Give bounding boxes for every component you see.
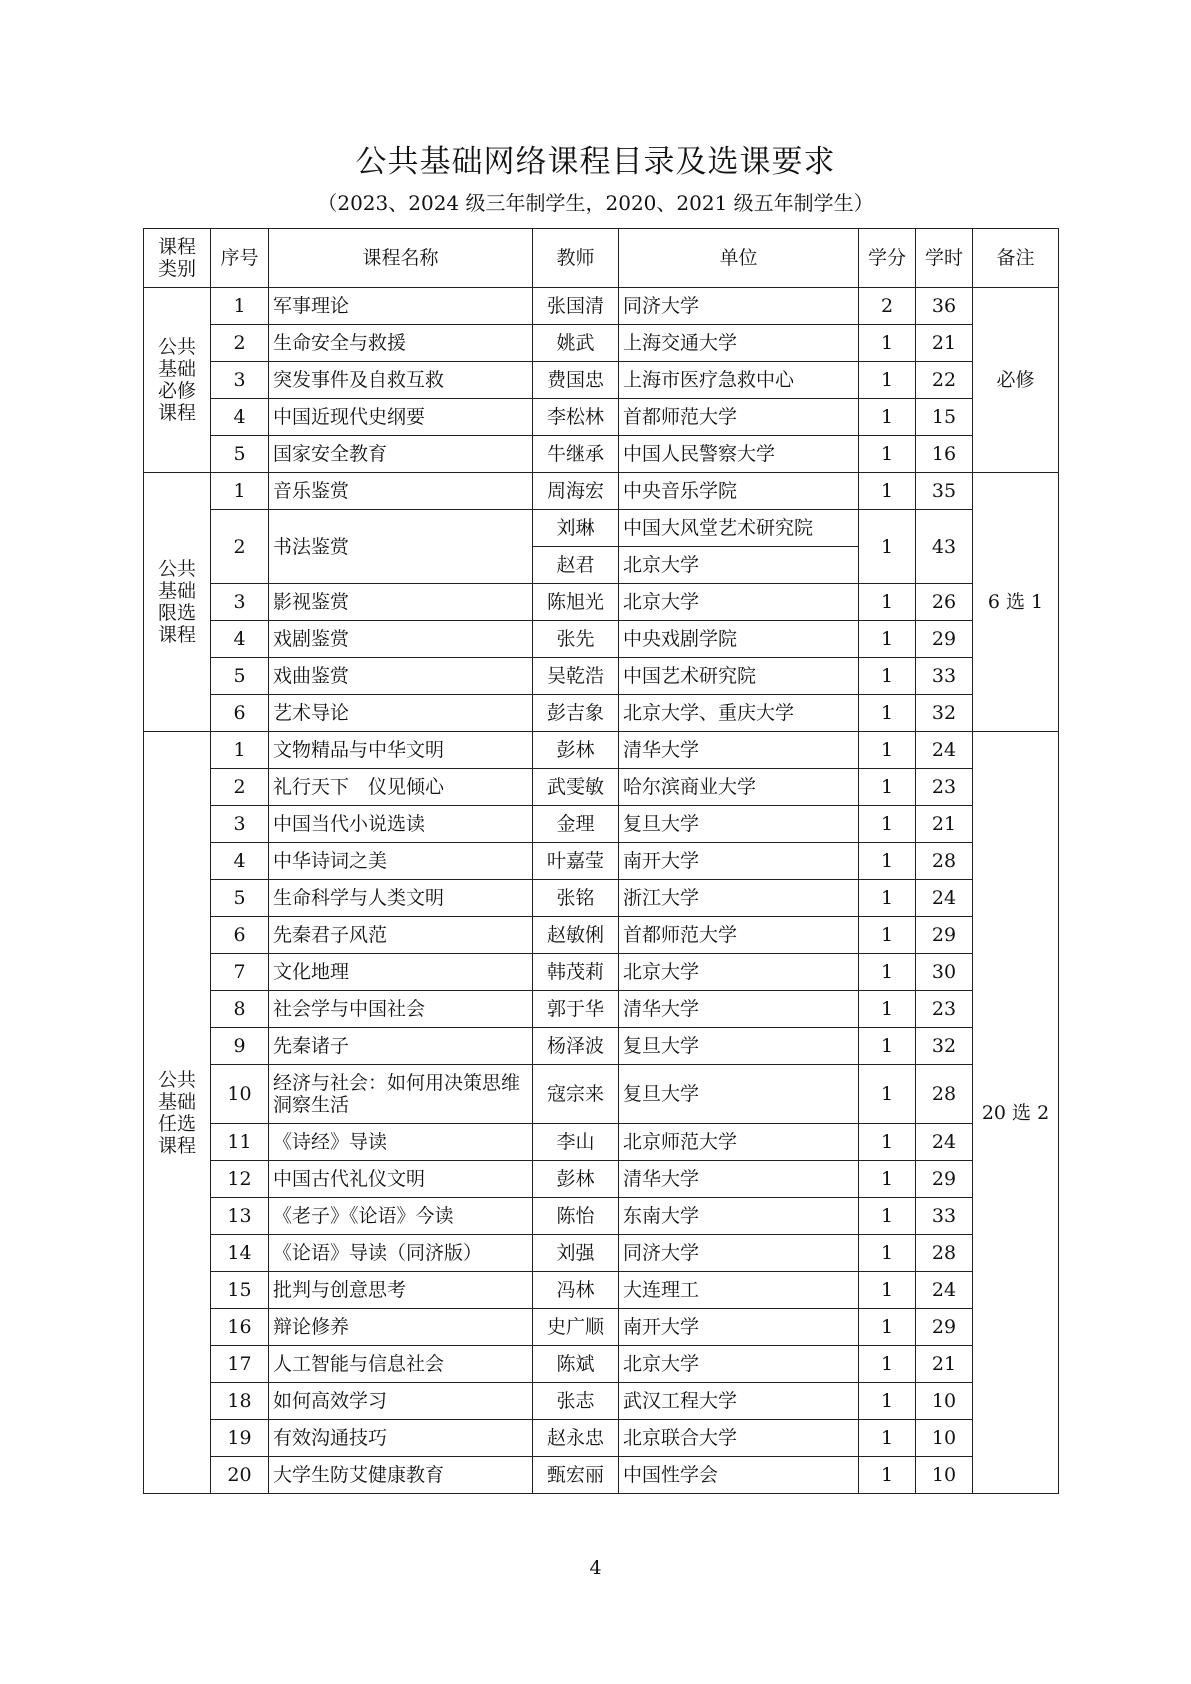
course-credit: 1	[859, 1198, 916, 1235]
course-unit: 北京大学	[619, 584, 859, 621]
course-unit: 北京联合大学	[619, 1420, 859, 1457]
course-teacher: 彭林	[533, 732, 619, 769]
course-credit: 1	[859, 880, 916, 917]
course-hours: 10	[916, 1457, 973, 1494]
course-index: 14	[211, 1235, 269, 1272]
course-name: 文化地理	[269, 954, 533, 991]
course-teacher: 李山	[533, 1124, 619, 1161]
course-unit: 复旦大学	[619, 806, 859, 843]
course-unit: 上海交通大学	[619, 325, 859, 362]
course-hours: 22	[916, 362, 973, 399]
course-index: 1	[211, 732, 269, 769]
course-hours: 33	[916, 658, 973, 695]
course-credit: 1	[859, 436, 916, 473]
course-index: 17	[211, 1346, 269, 1383]
table-row	[144, 1065, 1059, 1124]
course-name: 先秦诸子	[269, 1028, 533, 1065]
table-row	[144, 584, 1059, 621]
table-row	[144, 1383, 1059, 1420]
table-row	[144, 510, 1059, 547]
table-row	[144, 1235, 1059, 1272]
course-hours: 23	[916, 991, 973, 1028]
course-name: 经济与社会：如何用决策思维洞察生活	[269, 1065, 533, 1124]
course-credit: 1	[859, 991, 916, 1028]
course-unit: 中国艺术研究院	[619, 658, 859, 695]
course-index: 9	[211, 1028, 269, 1065]
header-category: 课程 类别	[144, 229, 211, 288]
course-hours: 43	[916, 510, 973, 584]
course-credit: 1	[859, 1420, 916, 1457]
course-index: 12	[211, 1161, 269, 1198]
course-teacher: 牛继承	[533, 436, 619, 473]
course-teacher: 冯林	[533, 1272, 619, 1309]
course-hours: 29	[916, 917, 973, 954]
course-teacher: 陈斌	[533, 1346, 619, 1383]
course-name: 文物精品与中华文明	[269, 732, 533, 769]
course-teacher: 寇宗来	[533, 1065, 619, 1124]
course-hours: 32	[916, 695, 973, 732]
course-credit: 1	[859, 473, 916, 510]
course-unit: 浙江大学	[619, 880, 859, 917]
course-hours: 21	[916, 325, 973, 362]
course-index: 4	[211, 621, 269, 658]
course-credit: 1	[859, 1457, 916, 1494]
table-row	[144, 880, 1059, 917]
course-name: 礼行天下 仪见倾心	[269, 769, 533, 806]
course-name: 戏剧鉴赏	[269, 621, 533, 658]
course-teacher: 赵永忠	[533, 1420, 619, 1457]
course-credit: 1	[859, 1383, 916, 1420]
course-unit: 武汉工程大学	[619, 1383, 859, 1420]
page-number: 4	[589, 1557, 602, 1579]
course-teacher: 史广顺	[533, 1309, 619, 1346]
course-name: 《诗经》导读	[269, 1124, 533, 1161]
course-index: 5	[211, 880, 269, 917]
table-row	[144, 1309, 1059, 1346]
course-unit: 南开大学	[619, 1309, 859, 1346]
course-hours: 10	[916, 1383, 973, 1420]
course-teacher: 李松林	[533, 399, 619, 436]
header-credit: 学分	[859, 229, 916, 288]
course-name: 社会学与中国社会	[269, 991, 533, 1028]
course-index: 4	[211, 399, 269, 436]
course-unit: 北京大学、重庆大学	[619, 695, 859, 732]
course-name: 国家安全教育	[269, 436, 533, 473]
course-credit: 1	[859, 732, 916, 769]
course-name: 有效沟通技巧	[269, 1420, 533, 1457]
course-name: 大学生防艾健康教育	[269, 1457, 533, 1494]
course-unit: 北京大学	[619, 547, 859, 584]
course-teacher: 姚武	[533, 325, 619, 362]
course-credit: 1	[859, 1309, 916, 1346]
course-teacher: 张国清	[533, 288, 619, 325]
course-teacher: 彭吉象	[533, 695, 619, 732]
course-hours: 28	[916, 843, 973, 880]
course-name: 批判与创意思考	[269, 1272, 533, 1309]
course-hours: 35	[916, 473, 973, 510]
course-name: 中国当代小说选读	[269, 806, 533, 843]
course-hours: 16	[916, 436, 973, 473]
course-name: 《论语》导读（同济版）	[269, 1235, 533, 1272]
table-row	[144, 1028, 1059, 1065]
course-name: 音乐鉴赏	[269, 473, 533, 510]
table-row	[144, 399, 1059, 436]
course-teacher: 张志	[533, 1383, 619, 1420]
table-row	[144, 917, 1059, 954]
course-unit: 同济大学	[619, 1235, 859, 1272]
course-credit: 1	[859, 1272, 916, 1309]
course-teacher: 杨泽波	[533, 1028, 619, 1065]
course-teacher: 刘琳	[533, 510, 619, 547]
course-credit: 1	[859, 1028, 916, 1065]
course-name: 生命科学与人类文明	[269, 880, 533, 917]
course-hours: 29	[916, 621, 973, 658]
course-unit: 复旦大学	[619, 1065, 859, 1124]
table-row	[144, 843, 1059, 880]
course-credit: 1	[859, 325, 916, 362]
course-teacher: 张铭	[533, 880, 619, 917]
table-row	[144, 991, 1059, 1028]
course-credit: 1	[859, 1161, 916, 1198]
course-unit: 中国人民警察大学	[619, 436, 859, 473]
course-unit: 首都师范大学	[619, 917, 859, 954]
table-row	[144, 473, 1059, 510]
course-credit: 2	[859, 288, 916, 325]
course-hours: 33	[916, 1198, 973, 1235]
course-teacher: 吴乾浩	[533, 658, 619, 695]
table-row	[144, 1272, 1059, 1309]
course-hours: 28	[916, 1065, 973, 1124]
course-unit: 复旦大学	[619, 1028, 859, 1065]
course-index: 15	[211, 1272, 269, 1309]
course-index: 20	[211, 1457, 269, 1494]
course-name: 影视鉴赏	[269, 584, 533, 621]
course-name: 中华诗词之美	[269, 843, 533, 880]
course-hours: 29	[916, 1309, 973, 1346]
course-unit: 中国性学会	[619, 1457, 859, 1494]
course-hours: 24	[916, 880, 973, 917]
page-title: 公共基础网络课程目录及选课要求	[355, 144, 836, 180]
course-name: 《老子》《论语》今读	[269, 1198, 533, 1235]
course-index: 3	[211, 362, 269, 399]
course-unit: 北京大学	[619, 1346, 859, 1383]
table-row	[144, 621, 1059, 658]
course-index: 3	[211, 584, 269, 621]
course-unit: 东南大学	[619, 1198, 859, 1235]
course-hours: 36	[916, 288, 973, 325]
course-unit: 南开大学	[619, 843, 859, 880]
course-hours: 15	[916, 399, 973, 436]
table-row	[144, 1457, 1059, 1494]
table-row	[144, 695, 1059, 732]
course-index: 10	[211, 1065, 269, 1124]
course-name: 戏曲鉴赏	[269, 658, 533, 695]
course-unit: 北京师范大学	[619, 1124, 859, 1161]
course-credit: 1	[859, 1065, 916, 1124]
course-teacher: 费国忠	[533, 362, 619, 399]
course-index: 13	[211, 1198, 269, 1235]
course-hours: 26	[916, 584, 973, 621]
course-unit: 北京大学	[619, 954, 859, 991]
header-remark: 备注	[973, 229, 1059, 288]
course-index: 2	[211, 325, 269, 362]
course-index: 8	[211, 991, 269, 1028]
course-index: 19	[211, 1420, 269, 1457]
course-credit: 1	[859, 843, 916, 880]
table-row	[144, 732, 1059, 769]
course-index: 5	[211, 658, 269, 695]
course-unit: 中国大风堂艺术研究院	[619, 510, 859, 547]
page-subtitle: （2023、2024 级三年制学生，2020、2021 级五年制学生）	[317, 191, 874, 215]
course-hours: 10	[916, 1420, 973, 1457]
course-unit: 首都师范大学	[619, 399, 859, 436]
table-row	[144, 769, 1059, 806]
table-row	[144, 1346, 1059, 1383]
course-index: 5	[211, 436, 269, 473]
course-credit: 1	[859, 806, 916, 843]
course-unit: 大连理工	[619, 1272, 859, 1309]
course-category: 公共 基础 必修 课程	[144, 288, 211, 473]
course-name: 书法鉴赏	[269, 510, 533, 584]
course-unit: 中央音乐学院	[619, 473, 859, 510]
header-index: 序号	[211, 229, 269, 288]
course-table	[143, 228, 1059, 1494]
table-row	[144, 325, 1059, 362]
course-unit: 清华大学	[619, 732, 859, 769]
course-hours: 24	[916, 732, 973, 769]
course-index: 1	[211, 288, 269, 325]
course-name: 生命安全与救援	[269, 325, 533, 362]
course-teacher: 甄宏丽	[533, 1457, 619, 1494]
course-credit: 1	[859, 362, 916, 399]
table-row	[144, 658, 1059, 695]
course-remark: 6 选 1	[973, 473, 1059, 732]
course-index: 16	[211, 1309, 269, 1346]
course-index: 7	[211, 954, 269, 991]
course-credit: 1	[859, 769, 916, 806]
header-row	[144, 229, 1059, 288]
course-credit: 1	[859, 695, 916, 732]
course-credit: 1	[859, 510, 916, 584]
course-teacher: 赵君	[533, 547, 619, 584]
header-course-name: 课程名称	[269, 229, 533, 288]
course-credit: 1	[859, 1124, 916, 1161]
course-credit: 1	[859, 658, 916, 695]
course-hours: 32	[916, 1028, 973, 1065]
course-teacher: 彭林	[533, 1161, 619, 1198]
table-row	[144, 1420, 1059, 1457]
course-unit: 中央戏剧学院	[619, 621, 859, 658]
course-index: 18	[211, 1383, 269, 1420]
course-unit: 清华大学	[619, 991, 859, 1028]
course-teacher: 张先	[533, 621, 619, 658]
course-teacher: 周海宏	[533, 473, 619, 510]
course-name: 艺术导论	[269, 695, 533, 732]
course-name: 如何高效学习	[269, 1383, 533, 1420]
course-teacher: 陈旭光	[533, 584, 619, 621]
course-teacher: 赵敏俐	[533, 917, 619, 954]
course-table-body	[144, 288, 1059, 1494]
header-unit: 单位	[619, 229, 859, 288]
course-name: 人工智能与信息社会	[269, 1346, 533, 1383]
course-unit: 上海市医疗急救中心	[619, 362, 859, 399]
course-teacher: 叶嘉莹	[533, 843, 619, 880]
course-credit: 1	[859, 621, 916, 658]
course-teacher: 郭于华	[533, 991, 619, 1028]
header-teacher: 教师	[533, 229, 619, 288]
course-remark: 20 选 2	[973, 732, 1059, 1494]
course-hours: 29	[916, 1161, 973, 1198]
course-hours: 24	[916, 1272, 973, 1309]
course-hours: 30	[916, 954, 973, 991]
course-hours: 21	[916, 806, 973, 843]
course-hours: 28	[916, 1235, 973, 1272]
course-name: 中国古代礼仪文明	[269, 1161, 533, 1198]
course-credit: 1	[859, 584, 916, 621]
table-row	[144, 1124, 1059, 1161]
table-row	[144, 288, 1059, 325]
course-name: 先秦君子风范	[269, 917, 533, 954]
course-teacher: 陈怡	[533, 1198, 619, 1235]
course-index: 2	[211, 769, 269, 806]
course-name: 突发事件及自救互救	[269, 362, 533, 399]
table-row	[144, 1161, 1059, 1198]
table-row	[144, 954, 1059, 991]
course-credit: 1	[859, 1235, 916, 1272]
course-hours: 21	[916, 1346, 973, 1383]
table-row	[144, 806, 1059, 843]
course-unit: 同济大学	[619, 288, 859, 325]
course-credit: 1	[859, 917, 916, 954]
course-index: 1	[211, 473, 269, 510]
course-index: 11	[211, 1124, 269, 1161]
course-teacher: 韩茂莉	[533, 954, 619, 991]
course-remark: 必修	[973, 288, 1059, 473]
course-index: 6	[211, 917, 269, 954]
course-index: 3	[211, 806, 269, 843]
table-row	[144, 436, 1059, 473]
table-row	[144, 362, 1059, 399]
course-teacher: 刘强	[533, 1235, 619, 1272]
course-index: 2	[211, 510, 269, 584]
header-hours: 学时	[916, 229, 973, 288]
course-teacher: 武雯敏	[533, 769, 619, 806]
course-name: 中国近现代史纲要	[269, 399, 533, 436]
course-unit: 哈尔滨商业大学	[619, 769, 859, 806]
course-credit: 1	[859, 399, 916, 436]
table-row	[144, 1198, 1059, 1235]
course-name: 辩论修养	[269, 1309, 533, 1346]
course-category: 公共 基础 任选 课程	[144, 732, 211, 1494]
course-unit: 清华大学	[619, 1161, 859, 1198]
course-category: 公共 基础 限选 课程	[144, 473, 211, 732]
course-index: 4	[211, 843, 269, 880]
course-hours: 24	[916, 1124, 973, 1161]
course-name: 军事理论	[269, 288, 533, 325]
course-index: 6	[211, 695, 269, 732]
course-credit: 1	[859, 1346, 916, 1383]
course-hours: 23	[916, 769, 973, 806]
course-credit: 1	[859, 954, 916, 991]
course-teacher: 金理	[533, 806, 619, 843]
